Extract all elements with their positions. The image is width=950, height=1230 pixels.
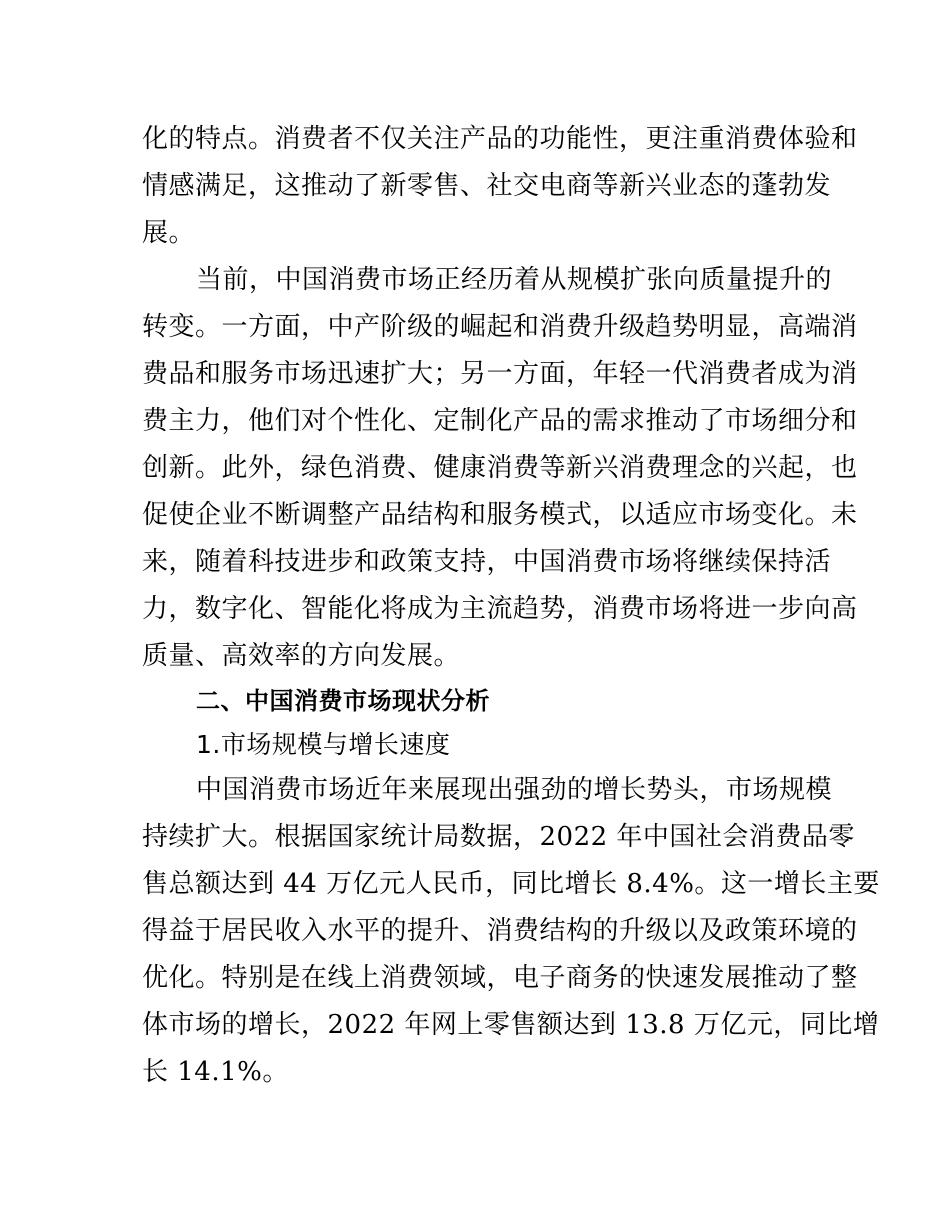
paragraph-2-line-4: 费主力，他们对个性化、定制化产品的需求推动了市场细分和 — [142, 406, 858, 436]
paragraph-3-line-3: 售总额达到 44 万亿元人民币，同比增长 8.4%。这一增长主要 — [142, 869, 880, 899]
paragraph-1-line-2: 情感满足，这推动了新零售、社交电商等新兴业态的蓬勃发 — [142, 171, 832, 201]
paragraph-2-line-2: 转变。一方面，中产阶级的崛起和消费升级趋势明显，高端消 — [142, 312, 858, 342]
paragraph-3-line-7: 长 14.1%。 — [142, 1057, 289, 1087]
paragraph-2-line-8: 力，数字化、智能化将成为主流趋势，消费市场将进一步向高 — [142, 594, 858, 624]
paragraph-3-line-6: 体市场的增长，2022 年网上零售额达到 13.8 万亿元，同比增 — [142, 1010, 880, 1040]
section-heading: 二、中国消费市场现状分析 — [196, 687, 490, 715]
paragraph-2-line-3: 费品和服务市场迅速扩大；另一方面，年轻一代消费者成为消 — [142, 359, 858, 389]
paragraph-2-line-1: 当前，中国消费市场正经历着从规模扩张向质量提升的 — [196, 265, 833, 295]
subsection-heading: 1.市场规模与增长速度 — [196, 730, 451, 759]
paragraph-2-line-7: 来，随着科技进步和政策支持，中国消费市场将继续保持活 — [142, 547, 832, 577]
paragraph-2-line-5: 创新。此外，绿色消费、健康消费等新兴消费理念的兴起，也 — [142, 453, 858, 483]
paragraph-2-line-9: 质量、高效率的方向发展。 — [142, 641, 461, 671]
paragraph-3-line-4: 得益于居民收入水平的提升、消费结构的升级以及政策环境的 — [142, 916, 858, 946]
paragraph-1-line-3: 展。 — [142, 218, 196, 248]
paragraph-3-line-1: 中国消费市场近年来展现出强劲的增长势头，市场规模 — [196, 775, 833, 805]
paragraph-2-line-6: 促使企业不断调整产品结构和服务模式，以适应市场变化。未 — [142, 500, 858, 530]
paragraph-3-line-2: 持续扩大。根据国家统计局数据，2022 年中国社会消费品零 — [142, 822, 855, 852]
paragraph-1-line-1: 化的特点。消费者不仅关注产品的功能性，更注重消费体验和 — [142, 124, 858, 154]
paragraph-3-line-5: 优化。特别是在线上消费领域，电子商务的快速发展推动了整 — [142, 963, 858, 993]
